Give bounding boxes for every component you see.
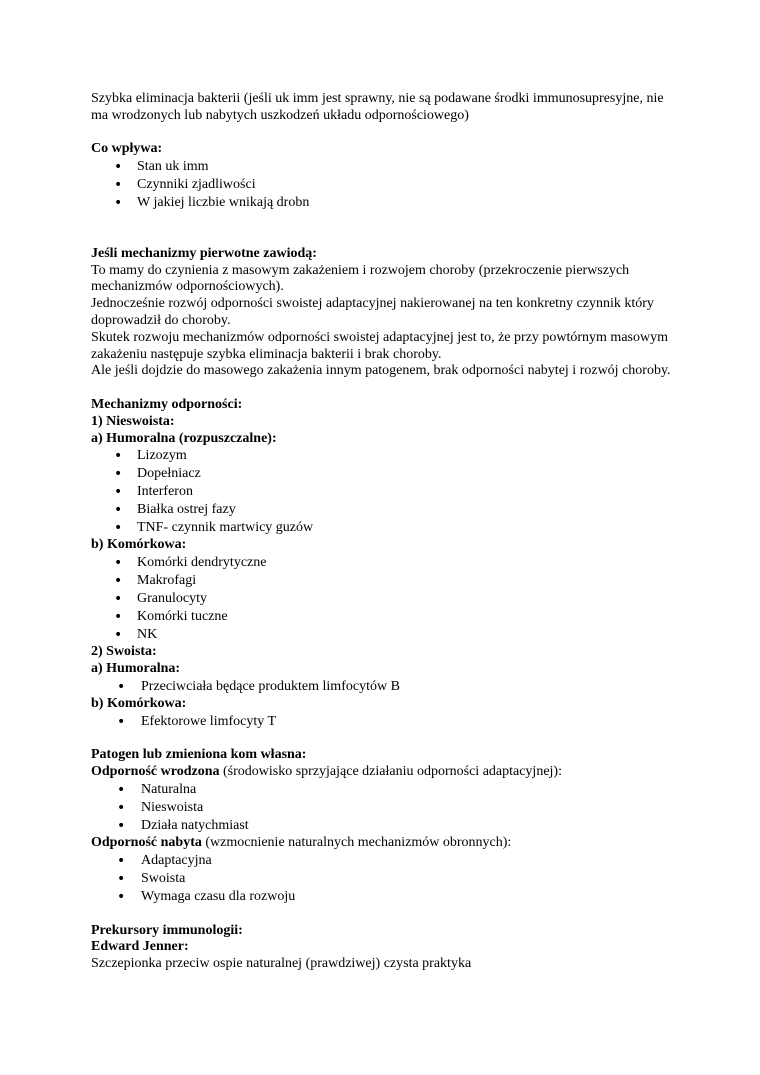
bullet-icon: • [114,448,123,465]
bullet-icon: • [117,870,126,887]
bullet-icon: • [117,799,126,816]
list-item: • W jakiej liczbie wnikają drobn [114,195,310,212]
jenner-text: Szczepionka przeciw ospie naturalnej (prawdziwej) czysta praktyka [91,956,472,972]
bullet-icon: • [114,502,123,519]
bullet-icon: • [114,627,123,644]
precursors-heading: Prekursory immunologii: [91,922,243,938]
list-item: • Adaptacyjna [117,852,212,869]
list-item: • Stan uk imm [114,159,209,176]
list-item: • Swoista [117,870,186,887]
list-item: • Makrofagi [114,573,197,590]
bullet-icon: • [114,466,123,483]
influence-list [91,158,681,212]
list-item: • Naturalna [117,781,197,798]
list-item: • Efektorowe limfocyty T [117,713,277,730]
acquired-line [91,835,681,852]
bullet-icon: • [114,195,123,212]
intro-paragraph: Szybka eliminacja bakterii (jeśli uk imm jest sprawny, nie są podawane środki immunosupresyjne, nie ma wrodzonych lub nabytych uszkodzeń układu odpornościowego) [91,91,664,123]
humoral2-heading: a) Humoralna: [91,660,181,676]
innate-line [91,764,681,781]
bullet-icon: • [114,591,123,608]
list-item: • Dopełniacz [114,466,201,483]
failure-heading: Jeśli mechanizmy pierwotne zawiodą: [91,245,317,261]
mechanisms-heading: Mechanizmy odporności: [91,396,243,412]
innate-description: (środowisko sprzyjające działaniu odporności adaptacyjnej): [219,764,562,780]
list-item: • Białka ostrej fazy [114,502,236,519]
cellular2-heading: b) Komórkowa: [91,695,187,711]
influence-heading: Co wpływa: [91,141,163,157]
list-item: • Komórki dendrytyczne [114,555,267,572]
list-item: • Granulocyty [114,591,207,608]
specific-heading: 2) Swoista: [91,644,157,660]
cellular-list [91,554,681,644]
bullet-icon: • [117,888,126,905]
bullet-icon: • [117,781,126,798]
failure-paragraph-2: Jednocześnie rozwój odporności swoistej adaptacyjnej nakierowanej na ten konkretny czynnik który doprowadził do choroby. [91,296,654,328]
jenner-heading: Edward Jenner: [91,939,189,955]
bullet-icon: • [114,177,123,194]
list-item: • TNF- czynnik martwicy guzów [114,520,314,537]
cellular2-list [91,713,681,731]
humoral-list [91,447,681,537]
list-item: • Komórki tuczne [114,609,228,626]
list-item: • Nieswoista [117,799,204,816]
bullet-icon: • [114,573,123,590]
innate-list [91,781,681,835]
bullet-icon: • [114,520,123,537]
humoral2-list [91,678,681,696]
failure-paragraph-4: Ale jeśli dojdzie do masowego zakażenia innym patogenem, brak odporności nabytej i rozwój choroby. [91,363,671,379]
bullet-icon: • [117,817,126,834]
nonspecific-heading: 1) Nieswoista: [91,413,175,429]
cellular-heading: b) Komórkowa: [91,537,187,553]
acquired-label: Odporność nabyta [91,834,202,850]
bullet-icon: • [114,555,123,572]
bullet-icon: • [117,713,126,730]
bullet-icon: • [114,159,123,176]
list-item: • Lizozym [114,448,187,465]
humoral-heading: a) Humoralna (rozpuszczalne): [91,430,277,446]
failure-paragraph-3: Skutek rozwoju mechanizmów odporności swoistej adaptacyjnej jest to, że przy powtórnym masowym zakażeniu następuje szybka eliminacja bakterii i brak choroby. [91,329,668,362]
bullet-icon: • [114,484,123,501]
acquired-description: (wzmocnienie naturalnych mechanizmów obronnych): [201,834,512,850]
list-item: • Interferon [114,484,193,501]
list-item: • NK [114,627,158,644]
document-content [91,91,681,973]
list-item: • Wymaga czasu dla rozwoju [117,888,296,905]
innate-label: Odporność wrodzona [91,764,220,780]
bullet-icon: • [117,678,126,695]
acquired-list [91,852,681,906]
list-item: • Przeciwciała będące produktem limfocytów B [117,678,400,695]
bullet-icon: • [117,852,126,869]
pathogen-heading: Patogen lub zmieniona kom własna: [91,747,307,763]
list-item: • Czynniki zjadliwości [114,177,256,194]
bullet-icon: • [114,609,123,626]
list-item: • Działa natychmiast [117,817,249,834]
failure-paragraph-1: To mamy do czynienia z masowym zakażeniem i rozwojem choroby (przekroczenie pierwszych mechanizmów odpornościowych). [91,262,630,295]
